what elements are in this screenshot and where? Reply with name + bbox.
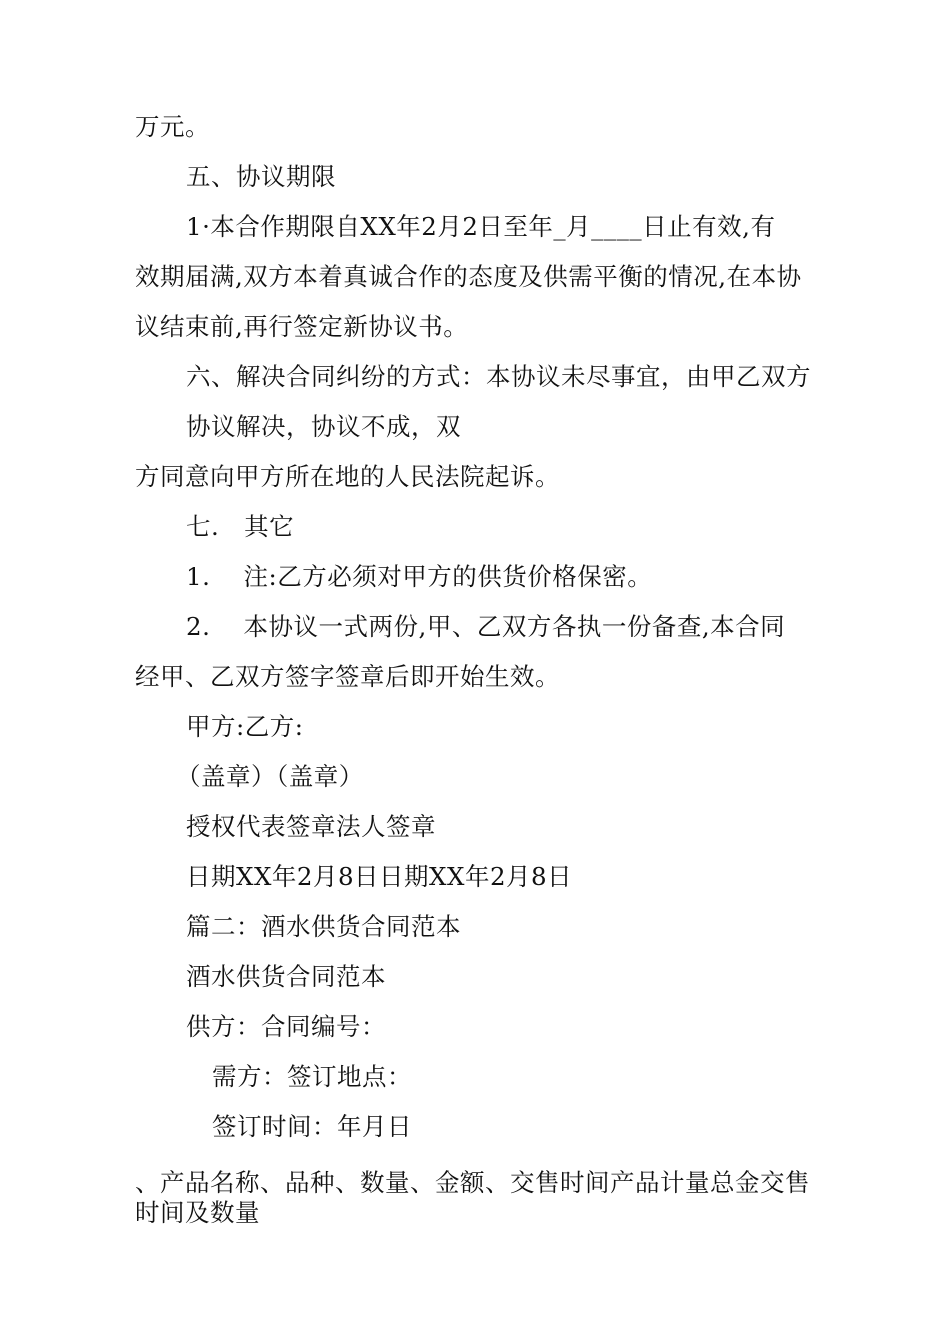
seal-labels: （盖章）（盖章） [176,762,364,791]
supplier-line: 供方：合同编号： [186,1012,386,1041]
chapter-heading: 篇二：酒水供货合同范本 [186,912,461,941]
signature-labels: 授权代表签章法人签章 [186,812,436,841]
section-heading-5: 五、协议期限 [186,162,336,191]
buyer-line: 需方：签订地点： [212,1062,412,1091]
product-table-header-line-2: 时间及数量 [135,1198,260,1227]
text-line-1: 万元。 [135,112,210,141]
product-table-header-line-1: 、产品名称、品种、数量、金额、交售时间产品计量总金交售 [135,1168,810,1197]
text-line-11: 2. 本协议一式两份,甲、乙双方各执一份备查,本合同 [186,612,786,641]
signing-time-line: 签订时间：年月日 [212,1112,412,1141]
text-line-5: 议结束前,再行签定新协议书。 [135,312,469,341]
text-line-8: 方同意向甲方所在地的人民法院起诉。 [135,462,560,491]
party-labels: 甲方:乙方: [186,712,304,741]
text-line-10: 1. 注:乙方必须对甲方的供货价格保密。 [186,562,653,591]
section-heading-7: 七. 其它 [186,512,295,541]
contract-title: 酒水供货合同范本 [186,962,386,991]
text-line-12: 经甲、乙双方签字签章后即开始生效。 [135,662,560,691]
text-line-3: 1·本合作期限自XX年2月2日至年_月____日止有效,有 [186,212,776,241]
text-line-4: 效期届满,双方本着真诚合作的态度及供需平衡的情况,在本协 [135,262,802,291]
section-heading-6: 六、解决合同纠纷的方式：本协议未尽事宜，由甲乙双方 [186,362,811,391]
text-line-7: 协议解决，协议不成，双 [186,412,461,441]
date-labels: 日期XX年2月8日日期XX年2月8日 [186,862,573,891]
